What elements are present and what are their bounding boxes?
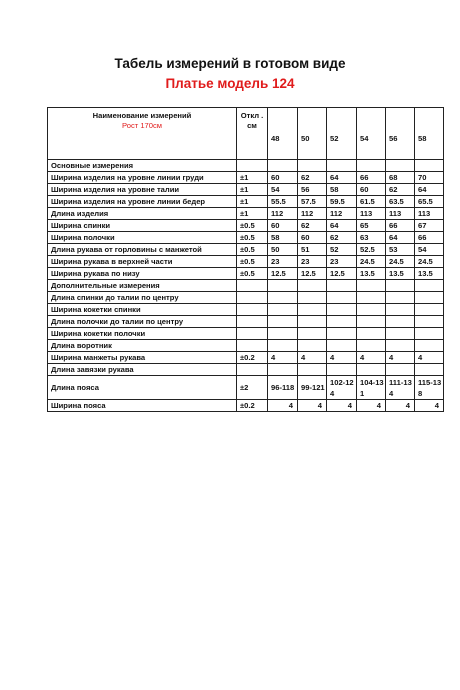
deviation-cell: ±1 (237, 196, 268, 208)
value-cell (268, 316, 298, 328)
deviation-cell (237, 304, 268, 316)
value-cell (357, 292, 386, 304)
value-cell: 4 (298, 400, 327, 412)
measurement-name: Ширина кокетки спинки (48, 304, 237, 316)
value-cell (386, 316, 415, 328)
value-cell (327, 316, 357, 328)
value-cell: 66 (386, 220, 415, 232)
value-cell: 64 (327, 220, 357, 232)
value-cell: 113 (357, 208, 386, 220)
value-cell: 99-121 (298, 376, 327, 400)
value-cell: 64 (415, 184, 444, 196)
table-row (48, 304, 444, 316)
value-cell: 55.5 (268, 196, 298, 208)
value-cell: 112 (327, 208, 357, 220)
deviation-cell: ±1 (237, 184, 268, 196)
value-cell: 53 (386, 244, 415, 256)
measurement-name: Длина изделия (48, 208, 237, 220)
value-cell: 4 (415, 400, 444, 412)
size-header: 48 (268, 108, 298, 160)
value-cell: 4 (327, 352, 357, 364)
value-cell: 68 (386, 172, 415, 184)
deviation-cell (237, 364, 268, 376)
value-cell: 58 (327, 184, 357, 196)
table-row (48, 268, 444, 280)
value-cell: 23 (298, 256, 327, 268)
measurement-name: Ширина рукава по низу (48, 268, 237, 280)
value-cell: 96-118 (268, 376, 298, 400)
deviation-cell (237, 280, 268, 292)
deviation-cell: ±1 (237, 208, 268, 220)
deviation-cell (237, 340, 268, 352)
value-cell: 60 (268, 172, 298, 184)
value-cell (415, 364, 444, 376)
measurement-name: Ширина спинки (48, 220, 237, 232)
measurement-name: Ширина изделия на уровне линии груди (48, 172, 237, 184)
value-cell: 66 (357, 172, 386, 184)
value-cell (415, 292, 444, 304)
deviation-cell: ±0.2 (237, 352, 268, 364)
value-cell (386, 364, 415, 376)
value-cell (327, 304, 357, 316)
deviation-cell (237, 316, 268, 328)
value-cell: 23 (327, 256, 357, 268)
value-cell: 113 (415, 208, 444, 220)
value-cell: 59.5 (327, 196, 357, 208)
value-cell: 62 (298, 172, 327, 184)
table-row (48, 352, 444, 364)
value-cell: 24.5 (386, 256, 415, 268)
value-cell: 102-124 (327, 376, 357, 400)
value-cell (386, 160, 415, 172)
value-cell (386, 304, 415, 316)
measurement-name: Длина воротник (48, 340, 237, 352)
value-cell (268, 328, 298, 340)
measurements-table (47, 107, 444, 412)
size-header: 52 (327, 108, 357, 160)
value-cell (298, 160, 327, 172)
deviation-cell: ±0.5 (237, 268, 268, 280)
height-label: Рост 170см (121, 121, 163, 130)
value-cell: 54 (415, 244, 444, 256)
measurement-name: Ширина рукава в верхней части (48, 256, 237, 268)
size-header: 50 (298, 108, 327, 160)
value-cell: 61.5 (357, 196, 386, 208)
value-cell: 54 (268, 184, 298, 196)
value-cell (357, 304, 386, 316)
measurement-name: Длина пояса (48, 376, 237, 400)
measurement-name: Длина полочки до талии по центру (48, 316, 237, 328)
page-title: Табель измерений в готовом виде (114, 56, 346, 71)
value-cell: 51 (298, 244, 327, 256)
measurement-name: Ширина манжеты рукава (48, 352, 237, 364)
value-cell: 13.5 (415, 268, 444, 280)
value-cell: 12.5 (298, 268, 327, 280)
header-name-cell (48, 108, 237, 160)
measurement-name: Длина рукава от горловины с манжетой (48, 244, 237, 256)
deviation-cell (237, 328, 268, 340)
value-cell: 58 (268, 232, 298, 244)
value-cell (386, 292, 415, 304)
deviation-cell (237, 160, 268, 172)
value-cell: 62 (386, 184, 415, 196)
value-cell: 23 (268, 256, 298, 268)
deviation-header: Откл . см (237, 108, 268, 160)
value-cell: 66 (415, 232, 444, 244)
table-row (48, 160, 444, 172)
value-cell (415, 160, 444, 172)
value-cell (327, 364, 357, 376)
table-row (48, 184, 444, 196)
table-row (48, 280, 444, 292)
deviation-cell: ±2 (237, 376, 268, 400)
value-cell (268, 292, 298, 304)
value-cell: 4 (386, 352, 415, 364)
value-cell: 4 (386, 400, 415, 412)
value-cell: 113 (386, 208, 415, 220)
value-cell (357, 160, 386, 172)
value-cell: 60 (268, 220, 298, 232)
value-cell (298, 292, 327, 304)
value-cell (298, 364, 327, 376)
deviation-cell: ±0.5 (237, 244, 268, 256)
size-header: 56 (386, 108, 415, 160)
size-header: 54 (357, 108, 386, 160)
value-cell (298, 328, 327, 340)
table-row (48, 316, 444, 328)
value-cell: 111-134 (386, 376, 415, 400)
value-cell: 4 (268, 400, 298, 412)
value-cell: 67 (415, 220, 444, 232)
value-cell: 112 (268, 208, 298, 220)
table-row (48, 364, 444, 376)
value-cell (415, 304, 444, 316)
value-cell: 62 (298, 220, 327, 232)
value-cell: 65 (357, 220, 386, 232)
measurement-name: Ширина полочки (48, 232, 237, 244)
value-cell: 4 (268, 352, 298, 364)
value-cell (386, 280, 415, 292)
table-row (48, 232, 444, 244)
value-cell (357, 364, 386, 376)
column-name-label: Наименование измерений (92, 111, 192, 120)
value-cell: 115-138 (415, 376, 444, 400)
value-cell: 56 (298, 184, 327, 196)
table-row (48, 220, 444, 232)
value-cell: 112 (298, 208, 327, 220)
value-cell: 4 (298, 352, 327, 364)
value-cell (357, 340, 386, 352)
deviation-cell (237, 292, 268, 304)
measurement-name: Длина спинки до талии по центру (48, 292, 237, 304)
value-cell (298, 316, 327, 328)
value-cell: 62 (327, 232, 357, 244)
measurement-name: Основные измерения (48, 160, 237, 172)
measurement-name: Ширина кокетки полочки (48, 328, 237, 340)
value-cell (415, 340, 444, 352)
deviation-cell: ±0.5 (237, 220, 268, 232)
value-cell (268, 280, 298, 292)
deviation-cell: ±0.5 (237, 256, 268, 268)
deviation-cell: ±0.5 (237, 232, 268, 244)
table-row (48, 196, 444, 208)
value-cell: 12.5 (268, 268, 298, 280)
value-cell (327, 280, 357, 292)
size-header: 58 (415, 108, 444, 160)
value-cell: 65.5 (415, 196, 444, 208)
value-cell (327, 292, 357, 304)
measurement-name: Дополнительные измерения (48, 280, 237, 292)
value-cell: 12.5 (327, 268, 357, 280)
value-cell (415, 328, 444, 340)
value-cell: 4 (357, 400, 386, 412)
measurement-name: Длина завязки рукава (48, 364, 237, 376)
value-cell: 64 (386, 232, 415, 244)
value-cell: 24.5 (357, 256, 386, 268)
value-cell: 4 (415, 352, 444, 364)
table-row (48, 376, 444, 400)
value-cell: 63 (357, 232, 386, 244)
value-cell (415, 316, 444, 328)
value-cell (357, 316, 386, 328)
value-cell: 4 (327, 400, 357, 412)
model-subtitle: Платье модель 124 (165, 76, 295, 91)
table-row (48, 292, 444, 304)
value-cell: 63.5 (386, 196, 415, 208)
value-cell (386, 328, 415, 340)
value-cell: 52 (327, 244, 357, 256)
value-cell: 104-131 (357, 376, 386, 400)
value-cell (268, 364, 298, 376)
value-cell (268, 340, 298, 352)
value-cell: 60 (298, 232, 327, 244)
table-row (48, 208, 444, 220)
value-cell (268, 160, 298, 172)
value-cell (357, 328, 386, 340)
measurement-name: Ширина изделия на уровне талии (48, 184, 237, 196)
value-cell (386, 340, 415, 352)
table-row (48, 256, 444, 268)
value-cell (415, 280, 444, 292)
value-cell: 50 (268, 244, 298, 256)
table-row (48, 172, 444, 184)
measurement-name: Ширина изделия на уровне линии бедер (48, 196, 237, 208)
table-header-row (48, 108, 444, 160)
value-cell: 57.5 (298, 196, 327, 208)
value-cell: 70 (415, 172, 444, 184)
value-cell (327, 160, 357, 172)
deviation-cell: ±1 (237, 172, 268, 184)
value-cell (327, 340, 357, 352)
value-cell: 64 (327, 172, 357, 184)
value-cell (268, 304, 298, 316)
value-cell: 60 (357, 184, 386, 196)
table-row (48, 400, 444, 412)
table-row (48, 244, 444, 256)
value-cell (298, 304, 327, 316)
value-cell (298, 280, 327, 292)
value-cell (298, 340, 327, 352)
value-cell: 13.5 (357, 268, 386, 280)
measurement-name: Ширина пояса (48, 400, 237, 412)
value-cell (357, 280, 386, 292)
table-row (48, 328, 444, 340)
deviation-cell: ±0.2 (237, 400, 268, 412)
value-cell: 13.5 (386, 268, 415, 280)
value-cell (327, 328, 357, 340)
value-cell: 4 (357, 352, 386, 364)
value-cell: 52.5 (357, 244, 386, 256)
table-row (48, 340, 444, 352)
value-cell: 24.5 (415, 256, 444, 268)
